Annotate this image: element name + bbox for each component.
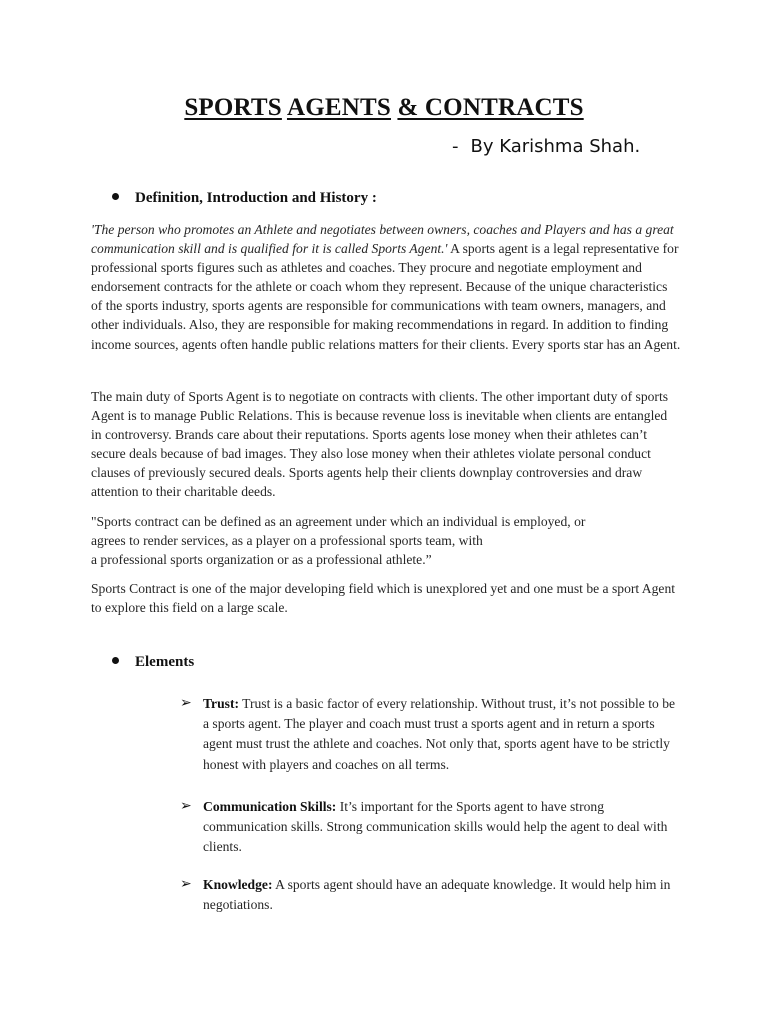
section-heading-elements: Elements	[112, 654, 194, 671]
element-text: Trust is a basic factor of every relationship. Without trust, it’s not possible to be a sports agent. The player and coach must trust a sports agent and in return a sports agent must trust the athlete and coaches. Not only that, sports agent have to be strictly honest with players and coaches on all terms.	[203, 696, 676, 772]
paragraph-main-duty: The main duty of Sports Agent is to negotiate on contracts with clients. The other important duty of sports Agent is to manage Public Relations. This is because revenue loss is inevitable when clients are entangled in controversy. Brands care about their reputations. Sports agents lose money when their athletes can’t secure deals because of bad images. They also lose money when their athletes violate personal conduct clauses of previously secured deals. Sports agents help their clients downplay controversies and draw attention to their charitable deeds.	[91, 389, 669, 500]
bullet-dot-icon	[112, 193, 119, 200]
document-title	[0, 94, 768, 122]
element-label: Trust:	[203, 696, 239, 711]
arrow-bullet-icon: ➢	[180, 799, 192, 814]
arrow-bullet-icon: ➢	[180, 877, 192, 892]
author-name: By Karishma Shah.	[470, 136, 641, 157]
element-item-trust	[180, 694, 680, 775]
contract-line-1: "Sports contract can be defined as an agreement under which an individual is employed, or	[91, 514, 586, 529]
element-text: It’s important for the Sports agent to have strong communication skills. Strong communication skills would help the agent to deal with clients.	[203, 799, 668, 855]
definition-quote: 'The person who promotes an Athlete and negotiates between owners, coaches and Players and has a great communication skill and is qualified for it is called Sports Agent.'	[91, 222, 674, 257]
bullet-dot-icon	[112, 657, 119, 664]
title-part-sports: SPORTS	[184, 94, 282, 121]
author-dash: -	[452, 136, 459, 157]
contract-line-2: agrees to render services, as a player on a professional sports team, with	[91, 533, 483, 549]
element-text: A sports agent should have an adequate knowledge. It would help him in negotiations.	[203, 877, 671, 913]
paragraph-definition	[91, 220, 681, 354]
section-heading-definition: Definition, Introduction and History :	[112, 190, 377, 207]
title-part-contracts: & CONTRACTS	[397, 94, 584, 121]
arrow-bullet-icon: ➢	[180, 696, 192, 711]
contract-line-3: a professional sports organization or as a professional athlete.”	[91, 552, 432, 568]
author-line	[452, 136, 640, 157]
paragraph-contract-field: Sports Contract is one of the major developing field which is unexplored yet and one must be a sport Agent to explore this field on a large scale.	[91, 581, 676, 616]
title-part-agents: AGENTS	[286, 94, 391, 121]
element-item-communication	[180, 797, 680, 858]
definition-text: A sports agent is a legal representative for professional sports figures such as athletes and coaches. They procure and negotiate employment and endorsement contracts for the athlete or coach whom they represent. Because of the unique characteristics of the sports industry, sports agents are responsible for communications with team owners, managers, and other individuals. Also, they are responsible for making recommendations in regard. In addition to finding income sources, agents often handle public relations matters for their clients. Every sports star has an Agent.	[91, 241, 681, 352]
paragraph-contract-definition	[91, 512, 681, 569]
element-label: Knowledge:	[203, 877, 273, 892]
element-label: Communication Skills:	[203, 799, 337, 814]
element-item-knowledge	[180, 875, 680, 915]
